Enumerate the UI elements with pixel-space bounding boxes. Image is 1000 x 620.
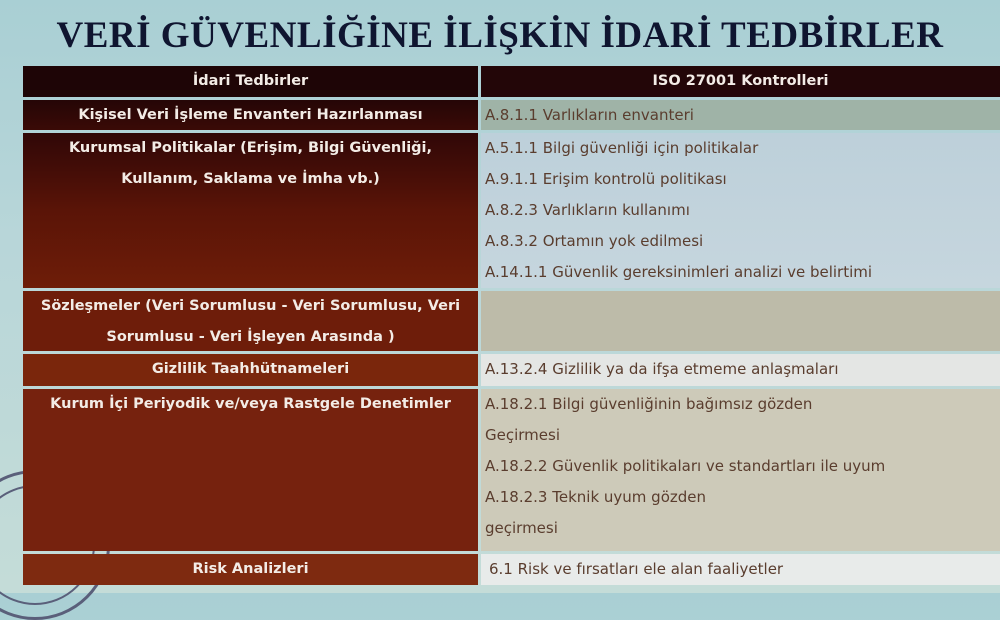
control-text: A.18.2.2 Güvenlik politikaları ve standartları ile uyum	[485, 457, 886, 475]
control-text: 6.1 Risk ve fırsatları ele alan faaliyetler	[489, 560, 784, 578]
measure-text: Kullanım, Saklama ve İmha vb.)	[121, 171, 380, 187]
control-text: A.13.2.4 Gizlilik ya da ifşa etmeme anlaşmaları	[485, 360, 839, 378]
slide-title: VERİ GÜVENLİĞİNE İLİŞKİN İDARİ TEDBİRLER	[56, 15, 944, 56]
header-iso-controls: ISO 27001 Kontrolleri	[481, 66, 1000, 97]
table-row-controls	[481, 554, 1000, 585]
table-row-measure	[23, 554, 478, 585]
control-text: A.8.1.1 Varlıkların envanteri	[485, 106, 694, 124]
control-text: A.5.1.1 Bilgi güvenliği için politikalar	[485, 139, 759, 157]
table-row-measure	[23, 100, 478, 130]
measure-text: Kurumsal Politikalar (Erişim, Bilgi Güvenliği,	[68, 140, 433, 156]
table-row-controls	[481, 133, 1000, 288]
measure-text: Sözleşmeler (Veri Sorumlusu - Veri Sorumlusu, Veri	[40, 298, 461, 314]
control-text: A.9.1.1 Erişim kontrolü politikası	[485, 170, 727, 188]
measure-text: Gizlilik Taahhütnameleri	[151, 361, 350, 377]
measure-text: Sorumlusu - Veri İşleyen Arasında )	[106, 329, 395, 345]
control-text: Geçirmesi	[485, 426, 560, 444]
table-row-measure	[23, 389, 478, 551]
table-row-measure	[23, 133, 478, 288]
header-measures: İdari Tedbirler	[23, 66, 478, 97]
table-row-measure	[23, 354, 478, 386]
measure-text: Kişisel Veri İşleme Envanteri Hazırlanması	[78, 107, 423, 123]
control-text: A.18.2.3 Teknik uyum gözden	[485, 488, 707, 506]
table-row-controls	[481, 100, 1000, 130]
control-text: A.18.2.1 Bilgi güvenliğinin bağımsız gözden	[485, 395, 813, 413]
table-row-controls-empty	[481, 291, 1000, 351]
control-text: A.14.1.1 Güvenlik gereksinimleri analizi ve belirtimi	[485, 263, 873, 281]
table-row-controls	[481, 389, 1000, 551]
control-text: geçirmesi	[485, 519, 558, 537]
control-text: A.8.3.2 Ortamın yok edilmesi	[485, 232, 704, 250]
measure-text: Kurum İçi Periyodik ve/veya Rastgele Denetimler	[50, 396, 451, 412]
measure-text: Risk Analizleri	[192, 561, 309, 577]
control-text: A.8.2.3 Varlıkların kullanımı	[485, 201, 690, 219]
table-row-controls	[481, 354, 1000, 386]
table-row-measure	[23, 291, 478, 351]
